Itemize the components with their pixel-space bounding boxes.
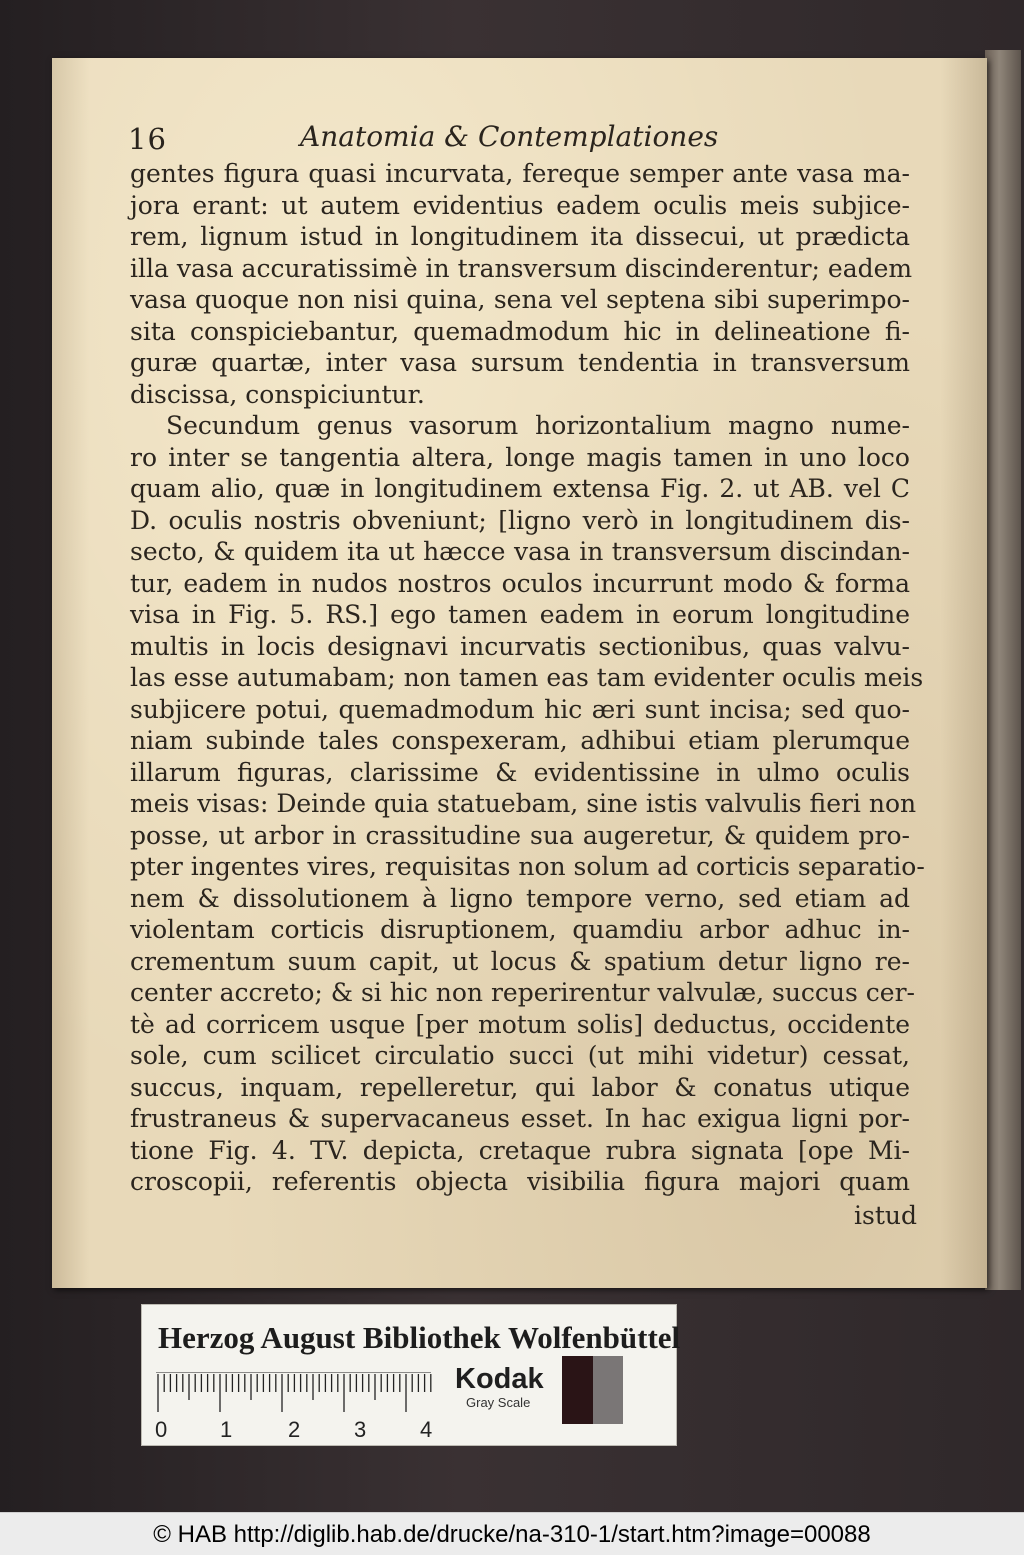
text-line: croscopii, referentis objecta visibilia figura majori quam — [130, 1167, 910, 1196]
page-number: 16 — [128, 122, 167, 156]
text-line: tè ad corricem usque [per motum solis] deductus, occidente — [130, 1009, 910, 1039]
text-line: gentes figura quasi incurvata, fereque semper ante vasa ma- — [130, 159, 910, 188]
catchword: istud — [854, 1201, 917, 1230]
ruler-label: 3 — [354, 1417, 367, 1442]
text-line: frustraneus & supervacaneus esset. In hac exigua ligni por- — [130, 1104, 910, 1133]
text-line: tur, eadem in nudos nostros oculos incurrunt modo & forma — [130, 568, 910, 598]
text-line: posse, ut arbor in crassitudine sua augeretur, & quidem pro- — [130, 820, 910, 850]
text-line: illa vasa accuratissimè in transversum discinderentur; eadem — [130, 253, 913, 283]
text-line: crementum suum capit, ut locus & spatium detur ligno re- — [130, 946, 910, 976]
text-line: pter ingentes vires, requisitas non solum ad corticis separatio- — [130, 852, 925, 881]
running-head: Anatomia & Contemplationes — [300, 120, 719, 153]
text-line: sita conspiciebantur, quemadmodum hic in delineatione fi- — [130, 316, 910, 346]
text-line: center accreto; & si hic non reperirentur valvulæ, succus cer- — [130, 978, 915, 1007]
text-line: niam subinde tales conspexeram, adhibui etiam plerumque — [130, 726, 910, 755]
text-line: violentam corticis disruptionem, quamdiu arbor adhuc in- — [130, 915, 910, 944]
text-line: illarum figuras, clarissime & evidentissine in ulmo oculis — [130, 757, 910, 787]
kodak-logo: Kodak — [455, 1363, 544, 1395]
text-line: multis in locis designavi incurvatis sectionibus, quas valvu- — [130, 631, 910, 661]
text-line: D. oculis nostris obveniunt; [ligno verò in longitudinem dis- — [130, 505, 910, 535]
text-line: sole, cum scilicet circulatio succi (ut mihi videtur) cessat, — [130, 1041, 910, 1070]
gray-swatch — [623, 1356, 654, 1424]
kodak-subtitle: Gray Scale — [466, 1395, 531, 1410]
footer-bar — [0, 1512, 1024, 1555]
text-line: rem, lignum istud in longitudinem ita dissecui, ut prædicta — [130, 222, 910, 251]
footer-copyright-link[interactable]: © HAB http://diglib.hab.de/drucke/na-310-1/start.htm?image=00088 — [153, 1521, 871, 1548]
book-fore-edge — [985, 50, 1021, 1290]
text-line: nem & dissolutionem à ligno tempore verno, sed etiam ad — [130, 883, 910, 913]
gray-swatch — [562, 1356, 593, 1424]
text-line: quam alio, quæ in longitudinem extensa Fig. 2. ut AB. vel C — [130, 474, 910, 503]
ruler-scale — [156, 1372, 436, 1416]
text-line: subjicere potui, quemadmodum hic æri sunt incisa; sed quo- — [130, 694, 910, 724]
text-line: guræ quartæ, inter vasa sursum tendentia in transversum — [130, 348, 910, 377]
text-line: Secundum genus vasorum horizontalium magno nume- — [166, 411, 910, 440]
text-line: ro inter se tangentia altera, longe magis tamen in uno loco — [130, 442, 910, 472]
text-line: meis visas: Deinde quia statuebam, sine istis valvulis fieri non — [130, 789, 917, 818]
ruler-label: 1 — [220, 1417, 233, 1442]
text-line: tione Fig. 4. TV. depicta, cretaque rubra signata [ope Mi- — [130, 1135, 910, 1165]
text-line: visa in Fig. 5. RS.] ego tamen eadem in eorum longitudine — [130, 600, 910, 629]
text-line: las esse autumabam; non tamen eas tam evidenter oculis meis — [130, 663, 924, 692]
text-line: jora erant: ut autem evidentius eadem oculis meis subjice- — [130, 190, 910, 220]
ruler-label: 2 — [288, 1417, 301, 1442]
text-line: secto, & quidem ita ut hæcce vasa in transversum discindan- — [130, 537, 910, 566]
text-line: vasa quoque non nisi quina, sena vel septena sibi superimpo- — [130, 285, 910, 314]
text-line: succus, inquam, repelleretur, qui labor & conatus utique — [130, 1072, 910, 1102]
gray-swatch — [593, 1356, 624, 1424]
color-card-title: Herzog August Bibliothek Wolfenbüttel — [158, 1320, 681, 1355]
gray-scale-swatches — [562, 1356, 654, 1424]
text-line: discissa, conspiciuntur. — [130, 379, 425, 409]
body-text — [130, 158, 925, 1198]
ruler-label: 0 — [155, 1417, 168, 1442]
ruler-label: 4 — [420, 1417, 433, 1442]
